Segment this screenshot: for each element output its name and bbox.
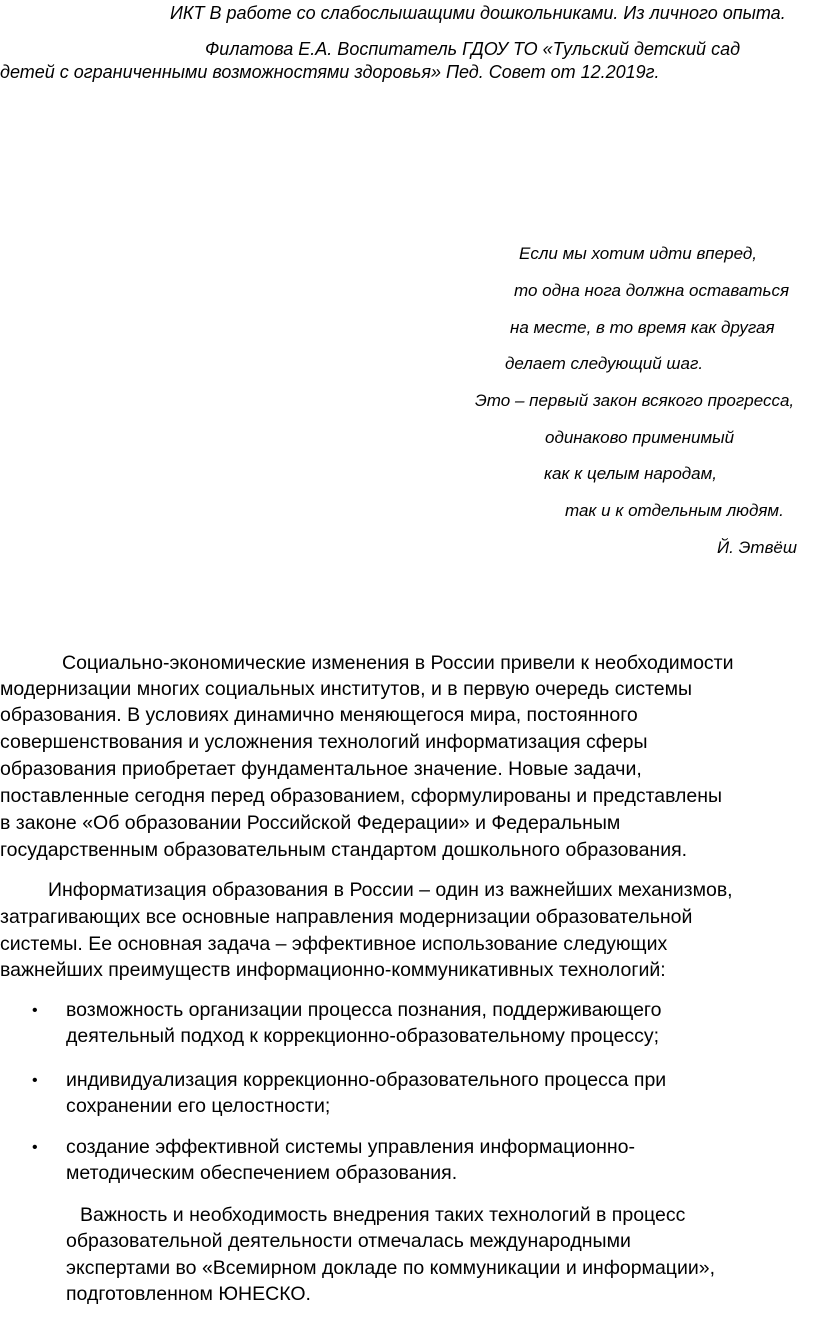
epigraph-line: Если мы хотим идти вперед, — [519, 244, 757, 263]
epigraph-author: Й. Этвёш — [717, 538, 798, 557]
paragraph-line: Информатизация образования в России – один из важнейших механизмов, — [48, 879, 733, 901]
paragraph-line: образования приобретает фундаментальное значение. Новые задачи, — [0, 758, 642, 780]
list-item-line: деятельный подход к коррекционно-образовательному процессу; — [66, 1025, 659, 1047]
paragraph-line: образования. В условиях динамично меняющегося мира, постоянного — [0, 704, 638, 726]
paragraph-line: подготовленном ЮНЕСКО. — [66, 1283, 311, 1305]
list-item-line: индивидуализация коррекционно-образовательного процесса при — [66, 1069, 667, 1091]
epigraph-line: Это – первый закон всякого прогресса, — [475, 391, 795, 410]
list-item-line: возможность организации процесса познания, поддерживающего — [66, 999, 662, 1021]
paragraph-line: затрагивающих все основные направления модернизации образовательной — [0, 906, 693, 928]
bullet-icon: • — [32, 1072, 38, 1089]
author-line: Филатова Е.А. Воспитатель ГДОУ ТО «Тульский детский сад — [205, 39, 741, 59]
bullet-icon: • — [32, 1002, 38, 1019]
author-line-continued: детей с ограниченными возможностями здоровья» Пед. Совет от 12.2019г. — [0, 62, 660, 82]
epigraph-line: как к целым народам, — [544, 464, 718, 483]
paragraph-line: совершенствования и усложнения технологий информатизация сферы — [0, 731, 648, 753]
list-item-line: методическим обеспечением образования. — [66, 1162, 458, 1184]
paragraph-line: государственным образовательным стандартом дошкольного образования. — [0, 839, 688, 861]
paragraph-line: модернизации многих социальных институтов, и в первую очередь системы — [0, 678, 693, 700]
epigraph-line: делает следующий шаг. — [505, 354, 704, 373]
paragraph-line: важнейших преимуществ информационно-коммуникативных технологий: — [0, 959, 666, 981]
bullet-icon: • — [32, 1139, 38, 1156]
epigraph-line: то одна нога должна оставаться — [514, 281, 790, 300]
epigraph-line: на месте, в то время как другая — [510, 318, 775, 337]
paragraph-line: в законе «Об образовании Российской Федерации» и Федеральным — [0, 812, 621, 834]
paragraph-line: системы. Ее основная задача – эффективное использование следующих — [0, 933, 668, 955]
list-item-line: создание эффективной системы управления информационно- — [66, 1136, 635, 1158]
paragraph-line: образовательной деятельности отмечалась международными — [66, 1230, 631, 1252]
document-title: ИКТ В работе со слабослышащими дошкольниками. Из личного опыта. — [170, 3, 786, 23]
list-item-line: сохранении его целостности; — [66, 1095, 331, 1117]
epigraph-line: одинаково применимый — [545, 428, 735, 447]
paragraph-line: Важность и необходимость внедрения таких технологий в процесс — [80, 1204, 686, 1226]
paragraph-line: экспертами во «Всемирном докладе по коммуникации и информации», — [66, 1257, 716, 1279]
paragraph-line: поставленные сегодня перед образованием, сформулированы и представлены — [0, 785, 723, 807]
epigraph-line: так и к отдельным людям. — [565, 501, 784, 520]
paragraph-line: Социально-экономические изменения в России привели к необходимости — [62, 652, 734, 674]
